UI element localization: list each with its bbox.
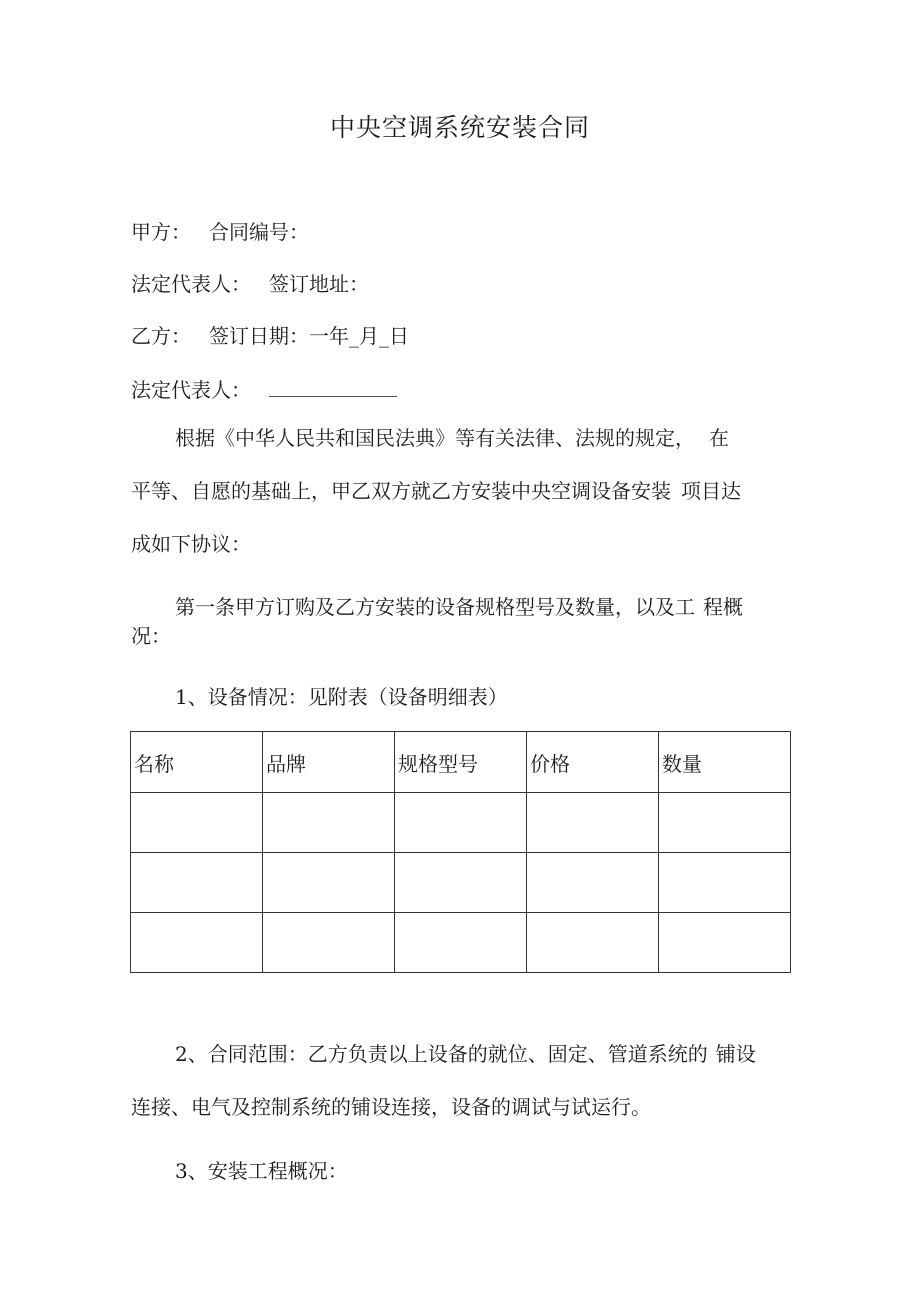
preamble-line-2 — [131, 477, 741, 505]
article1-text-1: 第一条甲方订购及乙方安装的设备规格型号及数量，以及工 — [175, 595, 695, 619]
table-row — [131, 913, 791, 973]
party-b-label: 乙方： — [131, 324, 191, 348]
preamble-text-2: 平等、自愿的基础上，甲乙双方就乙方安装中央空调设备安装 — [131, 479, 671, 503]
legal-rep-a-line — [131, 270, 369, 298]
item1-line — [175, 683, 508, 711]
preamble-line-1 — [175, 424, 729, 452]
legal-rep-a-label: 法定代表人： — [131, 272, 251, 296]
article1-text-1-tail: 程概 — [703, 595, 743, 619]
table-cell — [263, 853, 395, 913]
contract-no-label: 合同编号： — [209, 220, 309, 244]
table-row — [131, 853, 791, 913]
item2-text-1-tail: 铺设 — [715, 1042, 756, 1066]
equipment-table — [130, 731, 791, 973]
table-cell — [395, 793, 527, 853]
table-cell — [659, 913, 791, 973]
sign-address-label: 签订地址： — [269, 272, 369, 296]
article1-line-1 — [175, 593, 743, 621]
preamble-text-1: 根据《中华人民共和国民法典》等有关法律、法规的规定， — [175, 426, 695, 450]
sign-date-label: 签订日期：一年_月_日 — [209, 324, 409, 348]
table-cell — [131, 793, 263, 853]
table-cell — [527, 913, 659, 973]
item2-text-1: 2、合同范围：乙方负责以上设备的就位、固定、管道系统的 — [175, 1042, 708, 1066]
party-a-line — [131, 218, 309, 246]
table-cell — [527, 853, 659, 913]
legal-rep-b-line — [131, 376, 397, 404]
col-header-name: 名称 — [131, 732, 263, 793]
legal-rep-b-label: 法定代表人： — [131, 378, 251, 402]
table-cell — [131, 853, 263, 913]
item2-line-1 — [175, 1040, 756, 1068]
legal-rep-b-blank — [269, 378, 397, 397]
col-header-model: 规格型号 — [395, 732, 527, 793]
preamble-line-3 — [131, 530, 251, 558]
party-b-line — [131, 322, 409, 350]
article1-line-2 — [131, 622, 171, 650]
preamble-text-1-tail: 在 — [709, 426, 729, 450]
table-cell — [395, 913, 527, 973]
table-cell — [395, 853, 527, 913]
table-header-row — [131, 732, 791, 793]
item2-text-2: 连接、电气及控制系统的铺设连接，设备的调试与试运行。 — [131, 1095, 651, 1119]
table-cell — [527, 793, 659, 853]
item2-line-2 — [131, 1093, 651, 1121]
table-cell — [131, 913, 263, 973]
col-header-brand: 品牌 — [263, 732, 395, 793]
preamble-text-2-tail: 项目达 — [681, 479, 741, 503]
preamble-text-3: 成如下协议： — [131, 532, 251, 556]
item3-text: 3、安装工程概况： — [175, 1159, 348, 1183]
item3-line — [175, 1157, 348, 1185]
table-cell — [263, 913, 395, 973]
table-cell — [659, 853, 791, 913]
col-header-price: 价格 — [527, 732, 659, 793]
table-row — [131, 793, 791, 853]
table-cell — [659, 793, 791, 853]
party-a-label: 甲方： — [131, 220, 191, 244]
table-cell — [263, 793, 395, 853]
col-header-quantity: 数量 — [659, 732, 791, 793]
page-title: 中央空调系统安装合同 — [329, 113, 590, 142]
item1-text: 1、设备情况：见附表（设备明细表） — [175, 685, 508, 709]
article1-text-2: 况： — [131, 624, 171, 648]
